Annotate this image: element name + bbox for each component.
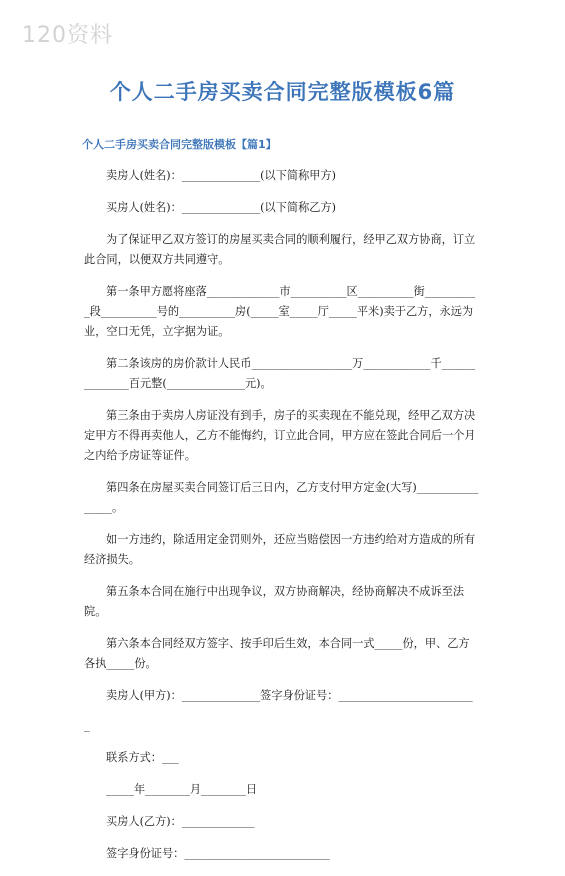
article-3-paragraph: 第三条由于卖房人房证没有到手，房子的买卖现在不能兑现，经甲乙双方决定甲方不得再卖他人，乙方不能悔约，订立此合同，甲方应在签此合同后一个月之内给予房证等证件。: [84, 409, 476, 462]
buyer-name-line: 买房人(姓名)：______________(以下简称乙方): [106, 201, 337, 214]
seller-signature-line: 卖房人(甲方)：______________签字身份证号：________________________: [106, 689, 473, 702]
article-2-paragraph: 第二条该房的房价款计人民币__________________万____________千______________百元整(______________元)。: [84, 357, 476, 390]
document-title: 个人二手房买卖合同完整版模板6篇: [109, 80, 456, 104]
article-4-paragraph: 第四条在房屋买卖合同签订后三日内，乙方支付甲方定金(大写)________________。: [84, 481, 479, 514]
breach-paragraph: 如一方违约，除适用定金罚则外，还应当赔偿因一方违约给对方造成的所有经济损失。: [84, 533, 476, 566]
article-6-paragraph: 第六条本合同经双方签字、按手印后生效，本合同一式_____份，甲、乙方各执_____份。: [84, 637, 470, 670]
date-line: _____年________月________日: [106, 783, 258, 796]
watermark-logo: 120资料: [22, 23, 113, 48]
contact-line: 联系方式：___: [106, 751, 179, 764]
buyer-signature-line: 买房人(乙方)：_____________: [106, 815, 255, 828]
line-continuation: _: [84, 719, 90, 732]
seller-name-line: 卖房人(姓名)：______________(以下简称甲方): [106, 169, 337, 182]
section-title: 个人二手房买卖合同完整版模板【篇1】: [82, 138, 277, 151]
preamble-paragraph: 为了保证甲乙双方签订的房屋买卖合同的顺利履行，经甲乙双方协商，订立此合同，以便双方共同遵守。: [84, 233, 476, 266]
contract-body: [84, 166, 480, 876]
article-1-paragraph: 第一条甲方愿将座落_____________市__________区__________街__________段__________号的__________房(_____室_____厅_____平米)卖于乙方，永远为业，空口无凭，立字据为证。: [84, 285, 476, 338]
buyer-id-line: 签字身份证号：__________________________: [106, 847, 330, 860]
article-5-paragraph: 第五条本合同在施行中出现争议，双方协商解决，经协商解决不成诉至法院。: [84, 585, 465, 618]
